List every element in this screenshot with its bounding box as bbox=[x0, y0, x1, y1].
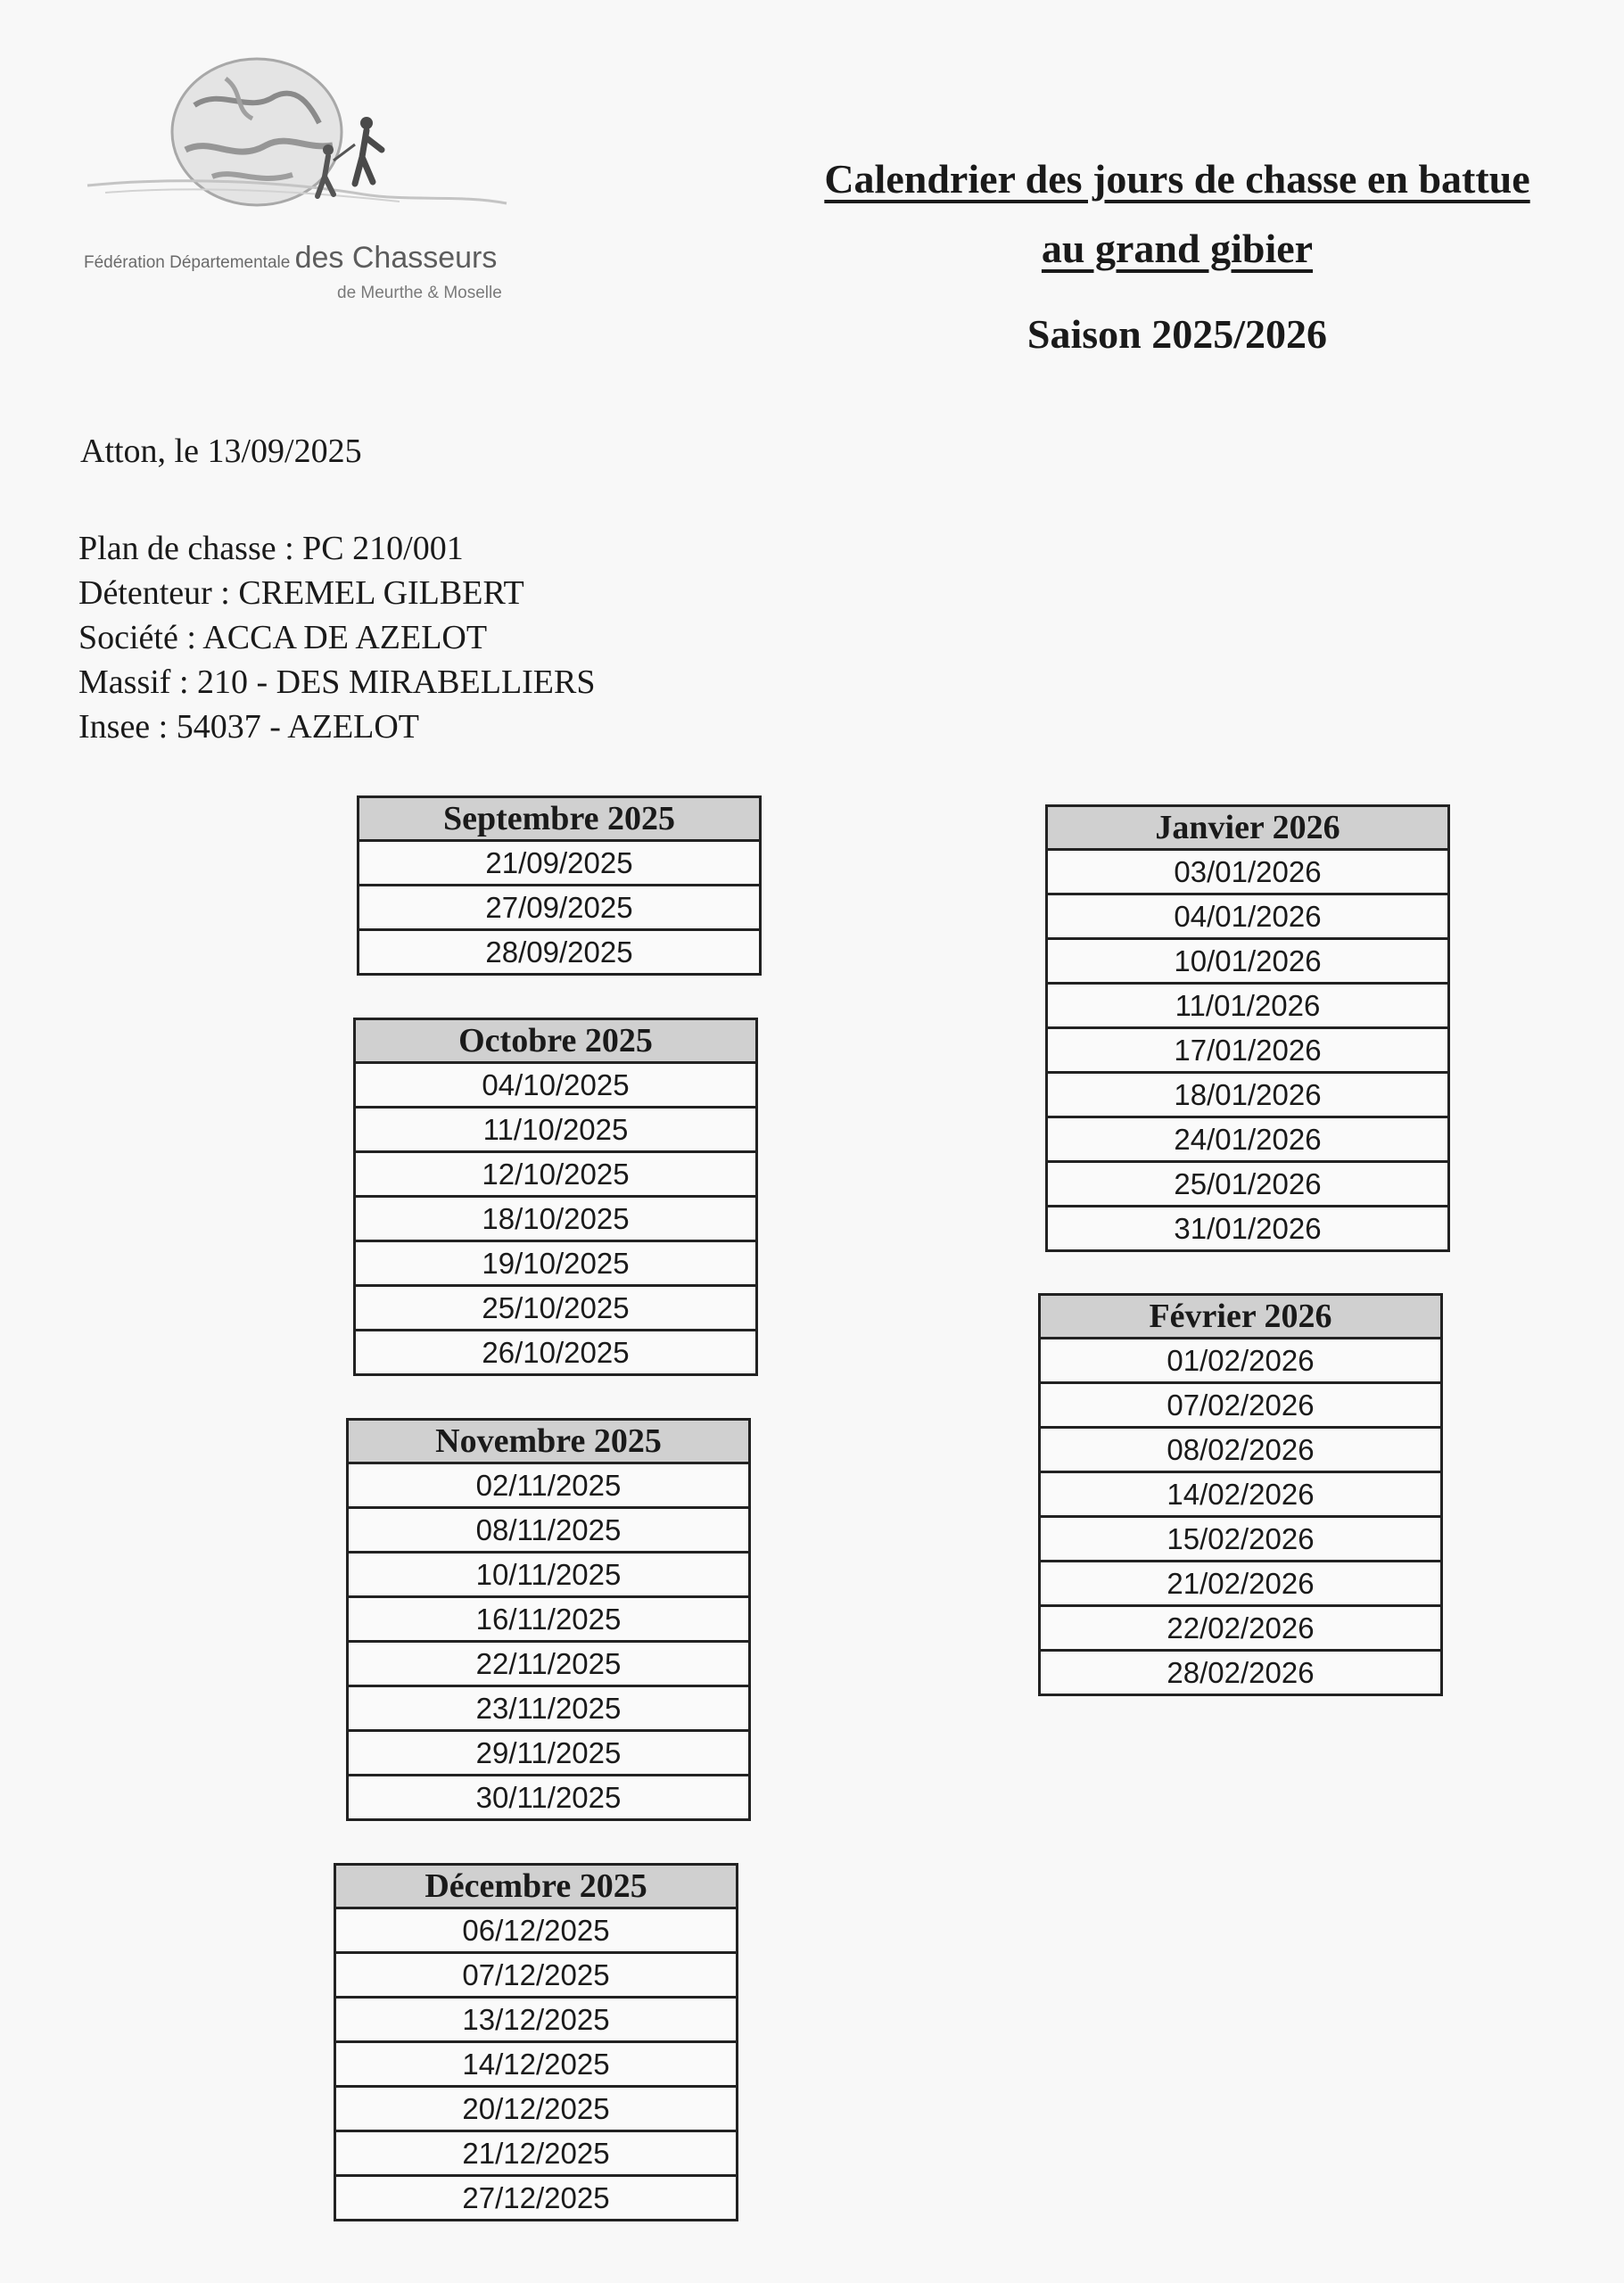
info-massif: Massif : 210 - DES MIRABELLIERS bbox=[78, 663, 596, 701]
date-row: 22/02/2026 bbox=[1041, 1607, 1440, 1652]
month-title: Février 2026 bbox=[1041, 1296, 1440, 1339]
date-row: 08/11/2025 bbox=[349, 1509, 748, 1554]
place-date: Atton, le 13/09/2025 bbox=[80, 433, 362, 470]
date-row: 19/10/2025 bbox=[356, 1242, 755, 1287]
date-row: 10/01/2026 bbox=[1048, 940, 1447, 985]
date-row: 22/11/2025 bbox=[349, 1643, 748, 1687]
date-row: 21/02/2026 bbox=[1041, 1562, 1440, 1607]
info-insee: Insee : 54037 - AZELOT bbox=[78, 708, 420, 746]
info-detenteur: Détenteur : CREMEL GILBERT bbox=[78, 574, 524, 612]
date-row: 06/12/2025 bbox=[336, 1909, 736, 1954]
date-row: 04/10/2025 bbox=[356, 1064, 755, 1109]
date-row: 02/11/2025 bbox=[349, 1464, 748, 1509]
date-row: 08/02/2026 bbox=[1041, 1429, 1440, 1473]
date-row: 07/02/2026 bbox=[1041, 1384, 1440, 1429]
month-title: Décembre 2025 bbox=[336, 1866, 736, 1909]
date-row: 21/09/2025 bbox=[359, 842, 759, 886]
date-row: 26/10/2025 bbox=[482, 1336, 630, 1369]
logo-main: des Chasseurs bbox=[294, 241, 498, 275]
hunting-plan-info bbox=[78, 526, 596, 749]
date-row: 10/11/2025 bbox=[349, 1554, 748, 1598]
date-row: 18/10/2025 bbox=[356, 1198, 755, 1242]
date-row: 30/11/2025 bbox=[475, 1781, 622, 1814]
date-row: 24/01/2026 bbox=[1048, 1118, 1447, 1163]
month-table-fevrier bbox=[1038, 1293, 1443, 1696]
month-table-novembre bbox=[346, 1418, 751, 1821]
date-row: 21/12/2025 bbox=[336, 2132, 736, 2177]
date-row: 16/11/2025 bbox=[349, 1598, 748, 1643]
month-title: Janvier 2026 bbox=[1048, 807, 1447, 851]
season-label: Saison 2025/2026 bbox=[1026, 311, 1328, 357]
date-row: 14/12/2025 bbox=[336, 2043, 736, 2088]
date-row: 13/12/2025 bbox=[336, 1999, 736, 2043]
date-row: 27/12/2025 bbox=[462, 2181, 610, 2214]
info-societe: Société : ACCA DE AZELOT bbox=[78, 619, 488, 656]
date-row: 18/01/2026 bbox=[1048, 1074, 1447, 1118]
date-row: 28/09/2025 bbox=[485, 935, 633, 968]
logo-text-federation bbox=[84, 241, 497, 276]
date-row: 15/02/2026 bbox=[1041, 1518, 1440, 1562]
date-row: 14/02/2026 bbox=[1041, 1473, 1440, 1518]
month-table-septembre bbox=[357, 795, 762, 976]
month-title: Octobre 2025 bbox=[356, 1020, 755, 1064]
month-table-octobre bbox=[353, 1018, 758, 1376]
hunters-globe-icon bbox=[78, 52, 578, 239]
date-row: 25/10/2025 bbox=[356, 1287, 755, 1331]
date-row: 28/02/2026 bbox=[1166, 1656, 1315, 1689]
date-row: 12/10/2025 bbox=[356, 1153, 755, 1198]
federation-logo bbox=[78, 52, 578, 319]
document-title bbox=[785, 147, 1570, 361]
date-row: 27/09/2025 bbox=[359, 886, 759, 931]
date-row: 20/12/2025 bbox=[336, 2088, 736, 2132]
date-row: 11/10/2025 bbox=[356, 1109, 755, 1153]
date-row: 01/02/2026 bbox=[1041, 1339, 1440, 1384]
date-row: 03/01/2026 bbox=[1048, 851, 1447, 895]
month-table-janvier bbox=[1045, 804, 1450, 1252]
date-row: 23/11/2025 bbox=[349, 1687, 748, 1732]
info-plan: Plan de chasse : PC 210/001 bbox=[78, 530, 464, 567]
date-row: 17/01/2026 bbox=[1048, 1029, 1447, 1074]
date-row: 25/01/2026 bbox=[1048, 1163, 1447, 1207]
logo-text-region: de Meurthe & Moselle bbox=[337, 284, 502, 302]
month-table-decembre bbox=[334, 1863, 738, 2221]
month-title: Septembre 2025 bbox=[359, 798, 759, 842]
date-row: 11/01/2026 bbox=[1048, 985, 1447, 1029]
date-row: 29/11/2025 bbox=[349, 1732, 748, 1776]
date-row: 07/12/2025 bbox=[336, 1954, 736, 1999]
month-title: Novembre 2025 bbox=[349, 1421, 748, 1464]
title-line-1: Calendrier des jours de chasse en battue bbox=[824, 156, 1530, 202]
title-line-2: au grand gibier bbox=[1041, 226, 1314, 271]
logo-prefix: Fédération Départementale bbox=[84, 253, 291, 272]
date-row: 04/01/2026 bbox=[1048, 895, 1447, 940]
date-row: 31/01/2026 bbox=[1174, 1212, 1322, 1245]
